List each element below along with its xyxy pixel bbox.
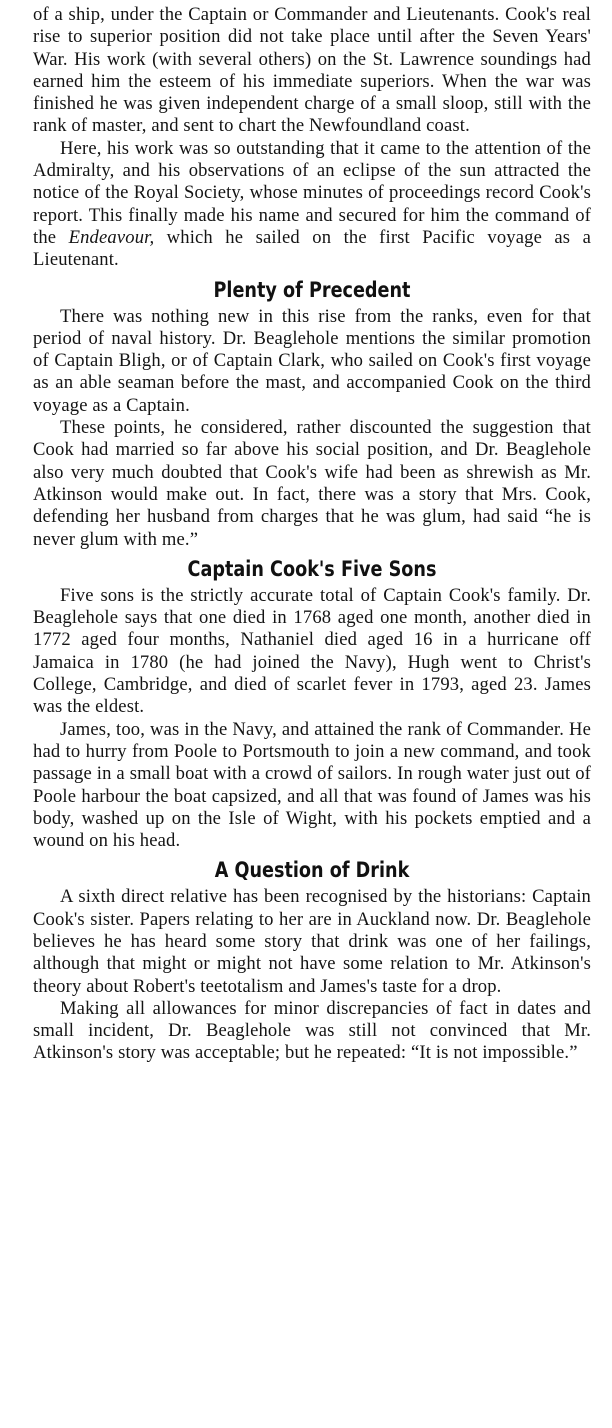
section-heading: A Question of Drink — [214, 858, 410, 884]
section-heading: Plenty of Precedent — [213, 277, 411, 303]
paragraph: These points, he considered, rather discounted the suggestion that Cook had married so far above his social position, and Dr. Beaglehole also very much doubted that Cook's wife had been as shrewish as Mr. Atkinson would make out. In fact, there was a story that Mrs. Cook, defending her husband from charges that he was glum, had said “he is never glum with me.” — [33, 417, 591, 550]
paragraph — [33, 138, 591, 272]
paragraph-text: which he sailed on the first Pacific voyage as a Lieutenant. — [33, 226, 592, 271]
paragraph: Making all allowances for minor discrepancies of fact in dates and small incident, Dr. Beaglehole was still not convinced that Mr. Atkinson's story was acceptable; but he repeated: “It is not impossible.” — [33, 997, 591, 1064]
article-column — [33, 4, 591, 1065]
paragraph: There was nothing new in this rise from the ranks, even for that period of naval history. Dr. Beaglehole mentions the similar promotion of Captain Bligh, or of Captain Clark, who sailed on Cook's first voyage as an able seaman before the mast, and accompanied Cook on the third voyage as a Captain. — [33, 305, 591, 416]
ship-name: Endeavour, — [68, 226, 155, 248]
section-heading: Captain Cook's Five Sons — [187, 556, 437, 582]
paragraph: of a ship, under the Captain or Commander and Lieutenants. Cook's real rise to superior position did not take place until after the Seven Years' War. His work (with several others) on the St. Lawrence soundings had earned him the esteem of his immediate superiors. When the war was finished he was given independent charge of a small sloop, still with the rank of master, and sent to chart the Newfoundland coast. — [33, 4, 591, 137]
paragraph: James, too, was in the Navy, and attained the rank of Commander. He had to hurry from Poole to Portsmouth to join a new command, and took passage in a small boat with a crowd of sailors. In rough water just out of Poole harbour the boat capsized, and all that was found of James was his body, washed up on the Isle of Wight, with his pockets emptied and a wound on his head. — [33, 718, 591, 852]
paragraph: Five sons is the strictly accurate total of Captain Cook's family. Dr. Beaglehole says that one died in 1768 aged one month, another died in 1772 aged four months, Nathaniel died aged 16 in a hurricane off Jamaica in 1780 (he had joined the Navy), Hugh went to Christ's College, Cambridge, and died of scarlet fever in 1793, aged 23. James was the eldest. — [33, 584, 591, 718]
paragraph-text: Here, his work was so outstanding that it came to the attention of the Admiralty, and his observations of an eclipse of the sun attracted the notice of the Royal Society, whose minutes of proceedings record Cook's report. This finally made his name and secured for him the command of the — [33, 137, 591, 248]
paragraph: A sixth direct relative has been recognised by the historians: Captain Cook's sister. Papers relating to her are in Auckland now. Dr. Beaglehole believes he has heard some story that drink was one of her failings, although that might or might not have some relation to Mr. Atkinson's theory about Robert's teetotalism and James's taste for a drop. — [33, 886, 591, 997]
